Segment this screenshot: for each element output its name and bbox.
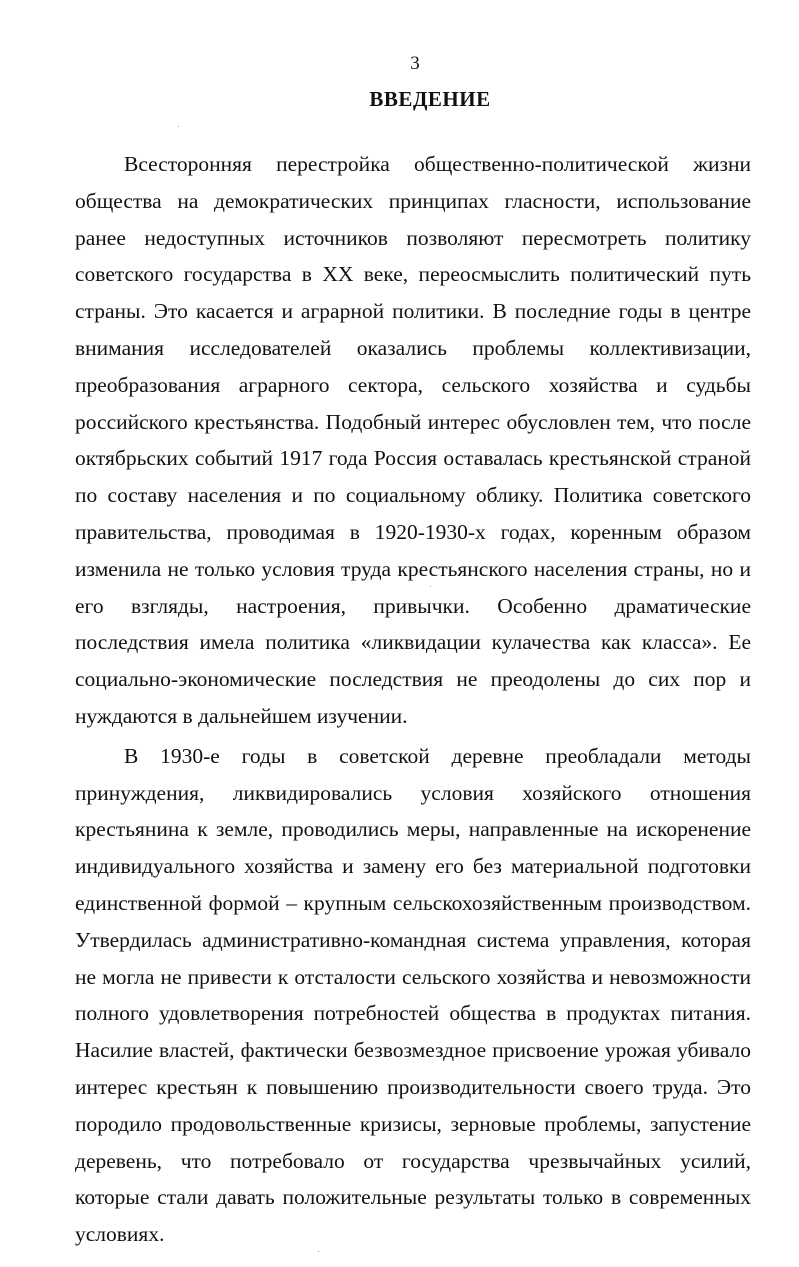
paragraph-2: В 1930-е годы в советской деревне преобладали методы принуждения, ликвидировались условия хозяйского отношения крестьянина к земле, проводились меры, направленные на искоренение индивидуального хозяйства и замену его без материальной подготовки единственной формой – крупным сельскохозяйственным производством. Утвердилась административно-командная система управления, которая не могла не привести к отсталости сельского хозяйства и невозможности полного удовлетворения потребностей общества в продуктах питания. Насилие властей, фактически безвозмездное присвоение урожая убивало интерес крестьян к повышению производительности своего труда. Это породило продовольственные кризисы, зерновые проблемы, запустение деревень, что потребовало от государства чрезвычайных усилий, которые стали давать положительные результаты только в современных условиях. [75,743,751,1247]
body-text [75,146,751,1253]
scan-speck [178,126,179,127]
paragraph-1: Всесторонняя перестройка общественно-политической жизни общества на демократических принципах гласности, использование ранее недоступных источников позволяют пересмотреть политику советского государства в XX веке, переосмыслить политический путь страны. Это касается и аграрной политики. В последние годы в центре внимания исследователей оказались проблемы коллективизации, преобразования аграрного сектора, сельского хозяйства и судьбы российского крестьянства. Подобный интерес обусловлен тем, что после октябрьских событий 1917 года Россия оставалась крестьянской страной по составу населения и по социальному облику. Политика советского правительства, проводимая в 1920-1930-х годах, коренным образом изменила не только условия труда крестьянского населения страны, но и его взгляды, настроения, привычки. Особенно драматические последствия имела политика «ликвидации кулачества как класса». Ее социально-экономические последствия не преодолены до сих пор и нуждаются в дальнейшем изучении. [75,152,751,728]
scan-speck [430,586,431,587]
page-number: 3 [410,53,420,74]
page-title: ВВЕДЕНИЕ [369,87,491,111]
scan-speck [318,1251,319,1252]
